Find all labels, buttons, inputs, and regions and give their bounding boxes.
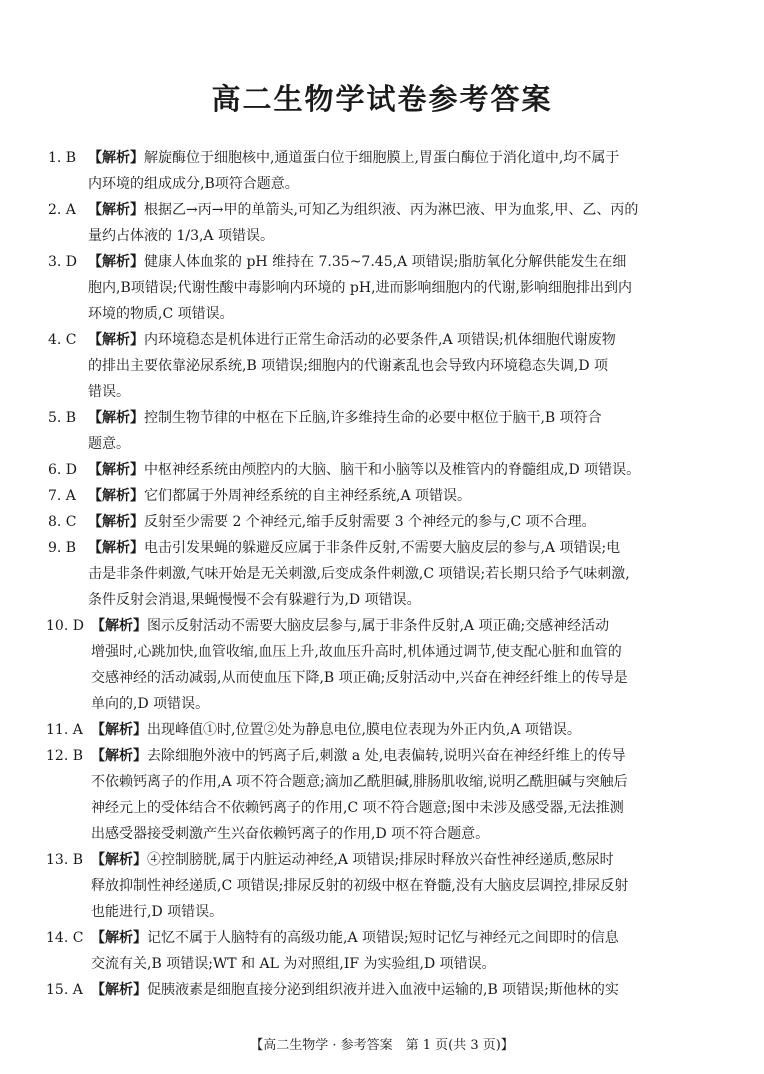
analysis-tag: 【解析】 [91,618,147,634]
answer-line: 题意。 [88,436,130,452]
answer-number: 10. D [46,618,84,634]
answer-number: 4. C [48,332,77,348]
answer-number: 15. A [46,982,83,998]
answer-item [48,717,698,743]
analysis-tag: 【解析】 [88,410,144,426]
answer-text: 内环境稳态是机体进行正常生命活动的必要条件,A 项错误;机体细胞代谢废物 [144,332,616,348]
answer-line [88,327,698,353]
answer-number: 13. B [46,852,84,868]
answer-line: 内环境的组成成分,B项符合题意。 [88,176,299,192]
answer-text: 促胰液素是细胞直接分泌到组织液并进入血液中运输的,B 项错误;斯他林的实 [147,982,619,998]
answer-item [48,145,698,197]
answer-item [48,925,698,977]
analysis-tag: 【解析】 [88,332,144,348]
answer-line [91,717,698,743]
answer-line: 神经元上的受体结合不依赖钙离子的作用,C 项不符合题意;图中未涉及感受器,无法推测 [91,800,624,816]
answer-line [88,145,698,171]
answer-line: 不依赖钙离子的作用,A 项不符合题意;滴加乙酰胆碱,腓肠肌收缩,说明乙酰胆碱与突触后 [91,774,628,790]
answer-line: 环境的物质,C 项错误。 [88,306,234,322]
answer-text: 记忆不属于人脑特有的高级功能,A 项错误;短时记忆与神经元之间即时的信息 [147,930,619,946]
answer-line: 击是非条件刺激,气味开始是无关刺激,后变成条件刺激,C 项错误;若长期只给予气味刺激, [88,566,630,582]
analysis-tag: 【解析】 [91,982,147,998]
answer-line: 增强时,心跳加快,血管收缩,血压上升,故血压升高时,机体通过调节,使支配心脏和血管的 [91,644,622,660]
answer-item [48,977,698,1003]
analysis-tag: 【解析】 [88,514,144,530]
answer-item [48,249,698,327]
analysis-tag: 【解析】 [88,462,144,478]
answer-text: 控制生物节律的中枢在下丘脑,许多维持生命的必要中枢位于脑干,B 项符合 [144,410,602,426]
answer-line: 交感神经的活动减弱,从而使血压下降,B 项正确;反射活动中,兴奋在神经纤维上的传导是 [91,670,628,686]
answer-item [48,327,698,405]
answer-list [48,145,698,1003]
answer-number: 7. A [48,488,76,504]
answer-line [91,925,698,951]
answer-line: 单向的,D 项错误。 [91,696,210,712]
answer-text: 中枢神经系统由颅腔内的大脑、脑干和小脑等以及椎管内的脊髓组成,D 项错误。 [144,462,641,478]
answer-item [48,509,698,535]
answer-line: 出感受器接受刺激产生兴奋依赖钙离子的作用,D 项不符合题意。 [91,826,490,842]
answer-line [91,847,698,873]
answer-text: 出现峰值①时,位置②处为静息电位,膜电位表现为外正内负,A 项错误。 [147,722,581,738]
answer-line: 错误。 [88,384,130,400]
answer-line: 胞内,B项错误;代谢性酸中毒影响内环境的 pH,进而影响细胞内的代谢,影响细胞排出到内 [88,280,632,296]
answer-number: 6. D [48,462,78,478]
answer-line: 也能进行,D 项错误。 [91,904,224,920]
analysis-tag: 【解析】 [91,722,147,738]
answer-number: 14. C [46,930,84,946]
answer-text: 图示反射活动不需要大脑皮层参与,属于非条件反射,A 项正确;交感神经活动 [147,618,610,634]
answer-number: 2. A [48,202,76,218]
answer-text: 反射至少需要 2 个神经元,缩手反射需要 3 个神经元的参与,C 项不合理。 [144,514,596,530]
answer-text: 去除细胞外液中的钙离子后,刺激 a 处,电表偏转,说明兴奋在神经纤维上的传导 [147,748,626,764]
answer-line [88,483,698,509]
answer-number: 8. C [48,514,77,530]
answer-number: 1. B [48,150,77,166]
analysis-tag: 【解析】 [91,852,147,868]
analysis-tag: 【解析】 [88,254,144,270]
answer-item [48,483,698,509]
answer-line [91,977,698,1003]
answer-line [91,613,698,639]
analysis-tag: 【解析】 [88,488,144,504]
answer-line: 的排出主要依靠泌尿系统,B 项错误;细胞内的代谢紊乱也会导致内环境稳态失调,D 项 [88,358,609,374]
answer-text: 电击引发果蝇的躲避反应属于非条件反射,不需要大脑皮层的参与,A 项错误;电 [144,540,621,556]
answer-number: 12. B [46,748,84,764]
analysis-tag: 【解析】 [88,540,144,556]
answer-text: 根据乙→丙→甲的单箭头,可知乙为组织液、丙为淋巴液、甲为血浆,甲、乙、丙的 [144,202,639,218]
analysis-tag: 【解析】 [91,930,147,946]
answer-line: 量约占体液的 1/3,A 项错误。 [88,228,274,244]
answer-text: ④控制膀胱,属于内脏运动神经,A 项错误;排尿时释放兴奋性神经递质,憋尿时 [147,852,614,868]
answer-line [88,535,698,561]
answer-line [88,457,698,483]
answer-item [48,847,698,925]
answer-line [88,249,698,275]
answer-line [88,405,698,431]
page-title: 高二生物学试卷参考答案 [211,82,553,116]
answer-number: 5. B [48,410,77,426]
answer-item [48,613,698,717]
answer-text: 解旋酶位于细胞核中,通道蛋白位于细胞膜上,胃蛋白酶位于消化道中,均不属于 [144,150,620,166]
answer-line: 释放抑制性神经递质,C 项错误;排尿反射的初级中枢在脊髓,没有大脑皮层调控,排尿反射 [91,878,629,894]
answer-text: 健康人体血浆的 pH 维持在 7.35~7.45,A 项错误;脂肪氧化分解供能发生在细 [144,254,627,270]
analysis-tag: 【解析】 [91,748,147,764]
answer-number: 11. A [46,722,83,738]
answer-number: 3. D [48,254,78,270]
answer-line [88,509,698,535]
answer-line: 条件反射会消退,果蝇慢慢不会有躲避行为,D 项错误。 [88,592,421,608]
analysis-tag: 【解析】 [88,202,144,218]
answer-number: 9. B [48,540,77,556]
answer-item [48,457,698,483]
page-footer: 【高二生物学 · 参考答案 第 1 页(共 3 页)】 [250,1038,514,1053]
answer-item [48,743,698,847]
answer-item [48,535,698,613]
analysis-tag: 【解析】 [88,150,144,166]
answer-item [48,197,698,249]
answer-line [88,197,698,223]
answer-text: 它们都属于外周神经系统的自主神经系统,A 项错误。 [144,488,472,504]
answer-line: 交流有关,B 项错误;WT 和 AL 为对照组,IF 为实验组,D 项错误。 [91,956,496,972]
answer-line [91,743,698,769]
answer-item [48,405,698,457]
